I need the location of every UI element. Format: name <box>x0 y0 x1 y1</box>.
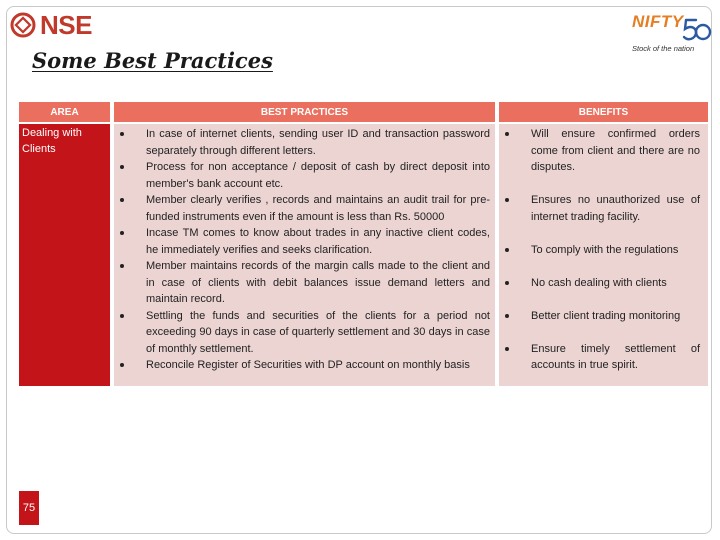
best-practices-cell <box>114 124 495 386</box>
nifty-anniversary-icon <box>682 16 712 44</box>
nifty-tagline: Stock of the nation <box>632 44 695 53</box>
bullet-icon <box>120 264 124 268</box>
bullet-icon <box>120 363 124 367</box>
best-practices-list <box>146 126 490 374</box>
nifty-logo <box>632 10 712 55</box>
list-item: Will ensure confirmed orders come from client and there are no disputes. <box>531 126 700 176</box>
list-item: Member clearly verifies , records and maintains an audit trail for pre-funded instruments even if the amount is less than Rs. 50000 <box>146 192 490 225</box>
bullet-icon <box>120 132 124 136</box>
list-item: Better client trading monitoring <box>531 308 700 325</box>
bullet-icon <box>505 314 509 318</box>
bullet-icon <box>505 281 509 285</box>
list-item: Ensure timely settlement of accounts in true spirit. <box>531 341 700 374</box>
list-item: To comply with the regulations <box>531 242 700 259</box>
bullet-icon <box>120 231 124 235</box>
column-header-benefits: BENEFITS <box>499 102 708 122</box>
bullet-icon <box>120 165 124 169</box>
list-item: Member maintains records of the margin calls made to the client and in case of clients with debit balances issue demand letters and maintain record. <box>146 258 490 308</box>
list-item: Settling the funds and securities of the clients for a period not exceeding 90 days in case of quarterly settlement and 30 days in case of monthly settlement. <box>146 308 490 358</box>
bullet-icon <box>505 347 509 351</box>
bullet-icon <box>505 132 509 136</box>
page-number: 75 <box>19 491 39 525</box>
bullet-icon <box>120 314 124 318</box>
nse-logo-text: NSE <box>40 9 92 40</box>
list-item: Reconcile Register of Securities with DP account on monthly basis <box>146 357 490 374</box>
bullet-icon <box>505 248 509 252</box>
benefits-list <box>531 126 700 374</box>
list-item: No cash dealing with clients <box>531 275 700 292</box>
list-item: Ensures no unauthorized use of internet trading facility. <box>531 192 700 225</box>
list-item: In case of internet clients, sending user ID and transaction password separately through different letters. <box>146 126 490 159</box>
list-item: Process for non acceptance / deposit of cash by direct deposit into member's bank account etc. <box>146 159 490 192</box>
column-header-area: AREA <box>19 102 110 122</box>
nse-logo <box>10 10 92 40</box>
nifty-logo-text: NIFTY <box>632 12 684 31</box>
column-header-best-practices: BEST PRACTICES <box>114 102 495 122</box>
list-item: Incase TM comes to know about trades in any inactive client codes, he immediately verifies and seeks clarification. <box>146 225 490 258</box>
bullet-icon <box>505 198 509 202</box>
page-title: Some Best Practices <box>32 48 273 73</box>
nse-emblem-icon <box>10 12 36 38</box>
bullet-icon <box>120 198 124 202</box>
area-cell: Dealing with Clients <box>19 124 110 386</box>
benefits-cell <box>499 124 708 386</box>
